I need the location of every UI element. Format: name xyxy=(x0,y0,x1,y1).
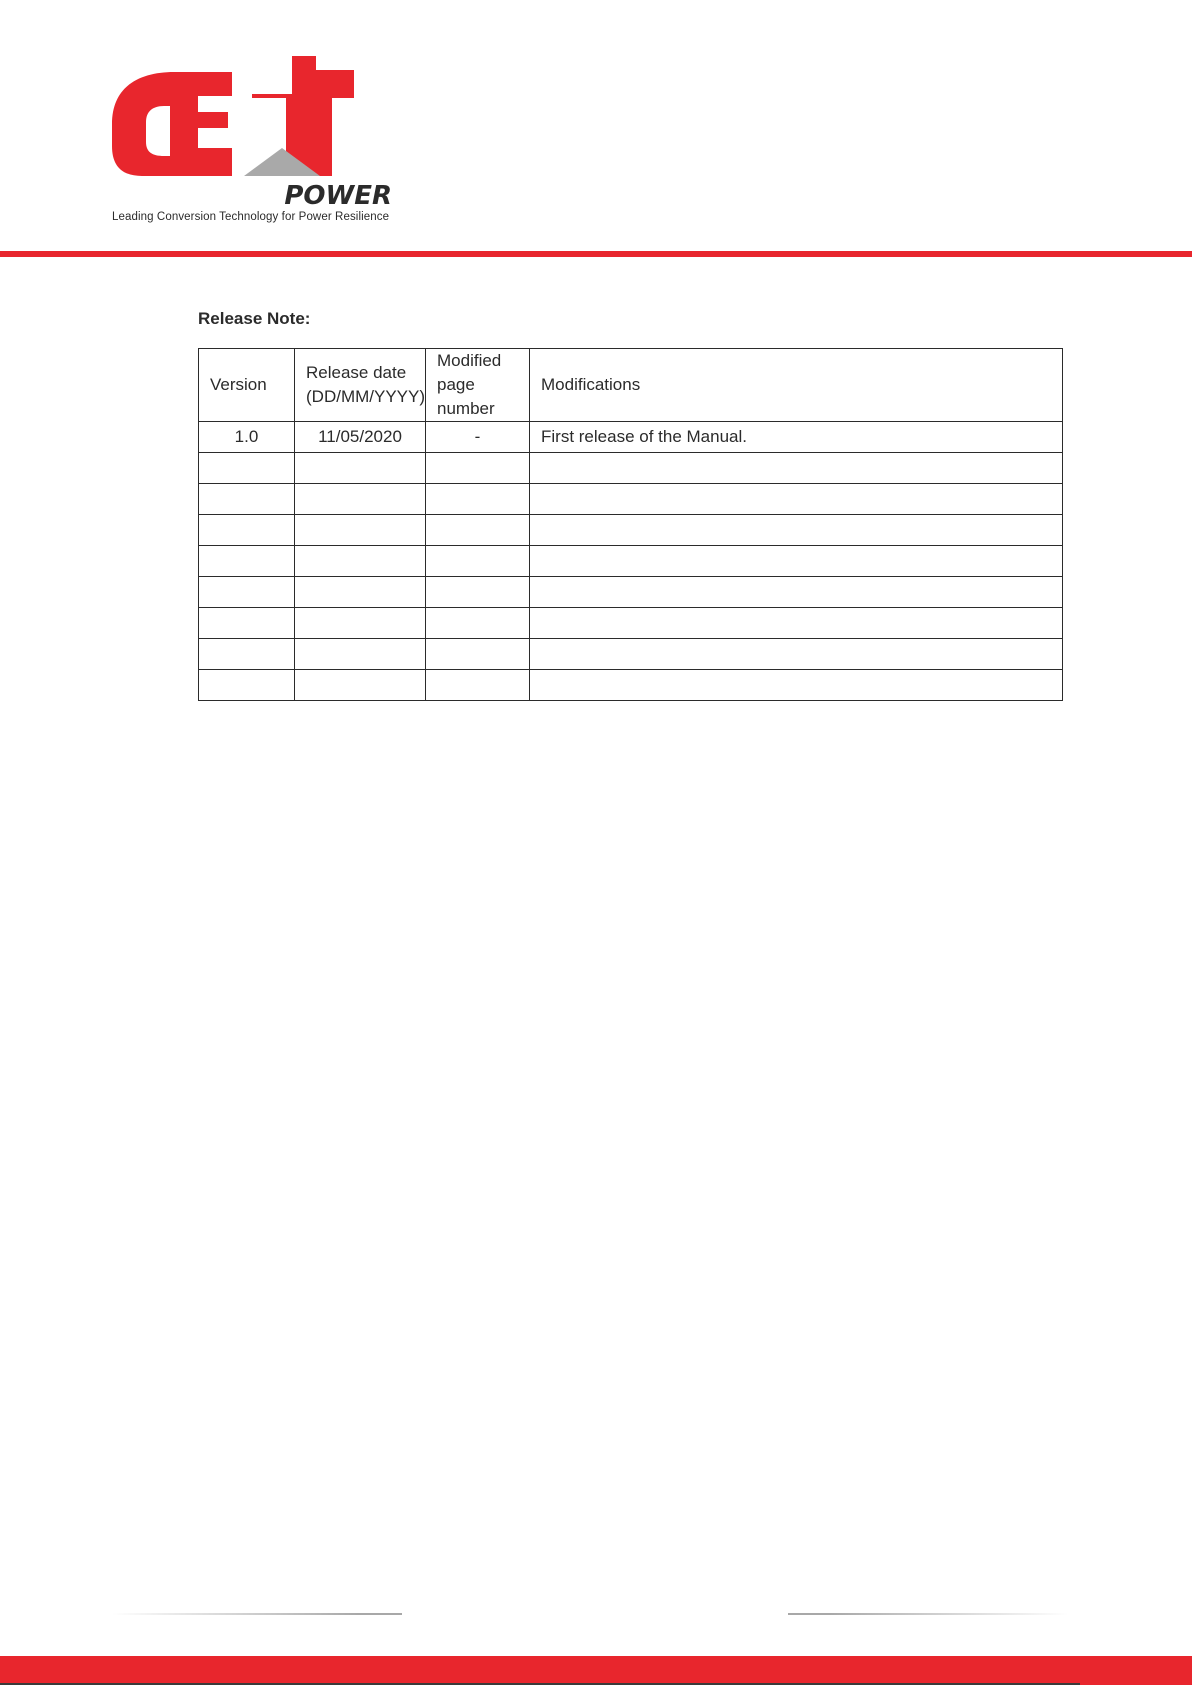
header-modifications: Modifications xyxy=(530,349,1063,422)
logo-e-shape xyxy=(170,72,232,176)
cell-date xyxy=(295,608,426,639)
cell-date xyxy=(295,546,426,577)
cell-page xyxy=(426,515,530,546)
table-row xyxy=(199,546,1063,577)
header-modified-page: Modified page number xyxy=(426,349,530,422)
cell-version xyxy=(199,546,295,577)
table-row xyxy=(199,453,1063,484)
footer-divider-right xyxy=(788,1613,1068,1615)
cell-modifications xyxy=(530,546,1063,577)
cell-page xyxy=(426,453,530,484)
table-header-row xyxy=(199,349,1063,422)
cell-modifications xyxy=(530,453,1063,484)
header-release-date: Release date (DD/MM/YYYY) xyxy=(295,349,426,422)
cell-date xyxy=(295,670,426,701)
cet-power-logo xyxy=(112,56,394,226)
header-version: Version xyxy=(199,349,295,422)
cell-version xyxy=(199,453,295,484)
cell-modifications xyxy=(530,608,1063,639)
table-row xyxy=(199,515,1063,546)
logo-tagline: Leading Conversion Technology for Power Resilience xyxy=(112,211,390,223)
release-note-table xyxy=(198,348,1063,701)
cell-modifications: First release of the Manual. xyxy=(530,422,1063,453)
cell-page xyxy=(426,577,530,608)
table-row xyxy=(199,608,1063,639)
cell-modifications xyxy=(530,515,1063,546)
section-title: Release Note: xyxy=(198,309,311,328)
cell-date xyxy=(295,577,426,608)
cell-date xyxy=(295,515,426,546)
cell-page xyxy=(426,546,530,577)
table-row xyxy=(199,484,1063,515)
cell-date xyxy=(295,453,426,484)
cell-version: 1.0 xyxy=(199,422,295,453)
cell-page: - xyxy=(426,422,530,453)
table-row xyxy=(199,422,1063,453)
header-red-rule xyxy=(0,251,1192,257)
cell-date xyxy=(295,484,426,515)
footer-divider-left xyxy=(112,1613,402,1615)
cell-version xyxy=(199,577,295,608)
logo-power-word: POWER xyxy=(284,181,392,211)
cell-modifications xyxy=(530,577,1063,608)
footer-red-bar xyxy=(0,1656,1192,1685)
table-row xyxy=(199,577,1063,608)
cell-version xyxy=(199,670,295,701)
cell-version xyxy=(199,515,295,546)
cell-date: 11/05/2020 xyxy=(295,422,426,453)
cell-page xyxy=(426,639,530,670)
table-row xyxy=(199,670,1063,701)
cell-page xyxy=(426,670,530,701)
cell-modifications xyxy=(530,670,1063,701)
cell-page xyxy=(426,608,530,639)
cell-version xyxy=(199,484,295,515)
cell-page xyxy=(426,484,530,515)
cell-date xyxy=(295,639,426,670)
cell-version xyxy=(199,608,295,639)
cell-modifications xyxy=(530,484,1063,515)
cell-version xyxy=(199,639,295,670)
table-row xyxy=(199,639,1063,670)
cell-modifications xyxy=(530,639,1063,670)
